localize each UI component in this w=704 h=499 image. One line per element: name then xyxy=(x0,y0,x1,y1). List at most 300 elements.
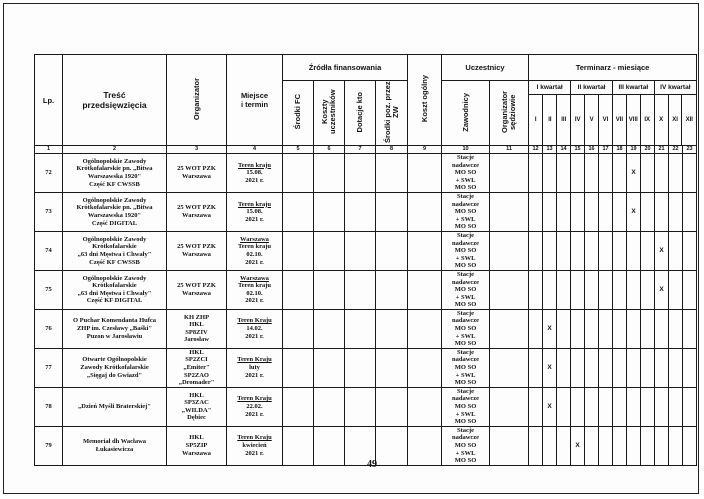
text-line: MO SO xyxy=(454,441,477,449)
text-line: „WILDA" xyxy=(181,406,212,414)
text-line: „63 dni Męstwa i Chwały" xyxy=(77,289,152,297)
column-number: 20 xyxy=(641,146,655,154)
row-koszt-ogolny xyxy=(408,426,442,465)
text-line: 02.10. xyxy=(246,250,263,258)
text-line: Teren kraju xyxy=(237,200,272,208)
row-koszty-uczestnikow xyxy=(314,348,345,387)
text-line: 22.02. xyxy=(246,403,263,410)
month-cell xyxy=(599,348,613,387)
month-cell xyxy=(529,309,543,348)
text-line: MO SO xyxy=(454,169,477,177)
month-cell xyxy=(529,348,543,387)
row-srodki-poz xyxy=(376,270,408,309)
column-number: 22 xyxy=(669,146,683,154)
text-line: „Dromader" xyxy=(178,379,215,387)
text-line: 2021 r. xyxy=(245,332,264,340)
month-iii: III xyxy=(557,94,571,145)
text-line: 2021 r. xyxy=(245,371,264,379)
header-koszt-ogolny: Koszt ogólny xyxy=(408,55,442,146)
column-number: 11 xyxy=(490,146,529,154)
month-cell xyxy=(613,387,627,426)
month-cell xyxy=(585,309,599,348)
row-koszt-ogolny xyxy=(408,309,442,348)
text-line: Warszawa xyxy=(240,274,269,282)
row-dotacje xyxy=(345,309,376,348)
text-line: HKL xyxy=(189,321,204,329)
row-koszty-uczestnikow xyxy=(314,426,345,465)
text-line: 25 WOT PZK xyxy=(177,243,216,251)
row-organizator-sedziowie xyxy=(490,387,529,426)
row-miejsce-termin xyxy=(227,387,283,426)
header-organizator-sedziowie: Organizator sędziowie xyxy=(490,81,529,146)
row-koszt-ogolny xyxy=(408,154,442,193)
month-cell xyxy=(613,231,627,270)
header-terminarz: Terminarz - miesiące xyxy=(529,55,697,81)
month-cell xyxy=(613,154,627,193)
row-miejsce-termin xyxy=(227,270,283,309)
row-koszt-ogolny xyxy=(408,231,442,270)
text-line: nadawcze xyxy=(451,161,480,169)
column-number: 3 xyxy=(167,146,227,154)
month-cell xyxy=(571,387,585,426)
month-cell xyxy=(557,231,571,270)
text-line: Teren Kraju xyxy=(237,434,272,442)
text-line: Teren kraju xyxy=(237,243,272,251)
text-line: 02.10. xyxy=(246,289,263,297)
month-mark: X xyxy=(543,309,557,348)
text-line: + SWL xyxy=(455,215,476,223)
text-line: Krótkofalarskie xyxy=(92,243,137,251)
text-line: Zawody Krótkofalarskie xyxy=(80,364,149,372)
column-number: 21 xyxy=(655,146,669,154)
row-koszt-ogolny xyxy=(408,270,442,309)
month-cell xyxy=(683,348,697,387)
text-line: Warszawa xyxy=(240,235,269,243)
text-line: „Dzień Myśli Braterskiej" xyxy=(78,403,151,410)
text-line: nadawcze xyxy=(451,317,480,325)
month-iv: IV xyxy=(571,94,585,145)
text-line: kwiecień xyxy=(242,441,267,449)
text-line: „Emiter" xyxy=(183,364,210,372)
month-cell xyxy=(669,231,683,270)
row-dotacje xyxy=(345,348,376,387)
text-line: MO SO xyxy=(454,301,477,309)
text-line: 2021 r. xyxy=(245,215,264,223)
text-line: Warszawska 1920" xyxy=(87,172,142,180)
text-line: MO SO xyxy=(454,403,477,410)
row-organizator xyxy=(167,348,227,387)
text-line: Warszawa xyxy=(182,449,211,457)
text-line: Stacje xyxy=(457,348,474,356)
text-line: + SWL xyxy=(455,371,476,379)
text-line: HKL xyxy=(189,391,204,399)
text-line: Warszawa xyxy=(182,289,211,297)
column-number: 7 xyxy=(345,146,376,154)
text-line: MO SO xyxy=(454,325,477,333)
header-months xyxy=(529,81,697,146)
text-line: Ogólnopolskie Zawody xyxy=(82,274,147,282)
row-lp: 73 xyxy=(35,192,63,231)
month-cell xyxy=(613,192,627,231)
row-zawodnicy xyxy=(442,387,490,426)
text-line: Krótkofalarskie xyxy=(92,282,137,290)
row-tresc xyxy=(63,192,167,231)
month-cell xyxy=(571,192,585,231)
row-miejsce-termin xyxy=(227,309,283,348)
month-cell xyxy=(571,309,585,348)
month-cell xyxy=(585,192,599,231)
month-cell xyxy=(571,231,585,270)
table-row xyxy=(35,231,697,270)
month-cell xyxy=(655,348,669,387)
month-cell xyxy=(669,192,683,231)
header-koszty-uczestnikow: Koszty uczestników xyxy=(314,81,345,146)
text-line: Stacje xyxy=(457,154,474,161)
month-cell xyxy=(669,426,683,465)
row-srodki-fc xyxy=(283,387,314,426)
row-srodki-fc xyxy=(283,309,314,348)
month-cell xyxy=(641,387,655,426)
row-organizator xyxy=(167,270,227,309)
header-organizator: Organizator xyxy=(167,55,227,146)
month-cell xyxy=(655,426,669,465)
column-number: 8 xyxy=(376,146,408,154)
month-mark: X xyxy=(655,270,669,309)
row-organizator-sedziowie xyxy=(490,348,529,387)
column-number: 1 xyxy=(35,146,63,154)
row-srodki-fc xyxy=(283,348,314,387)
month-ii: II xyxy=(543,94,557,145)
row-srodki-poz xyxy=(376,192,408,231)
row-zawodnicy xyxy=(442,231,490,270)
month-cell xyxy=(529,231,543,270)
month-cell xyxy=(613,348,627,387)
text-line: 14.02. xyxy=(246,325,263,333)
text-line: Warszawska 1920" xyxy=(87,211,142,219)
header-zawodnicy: Zawodnicy xyxy=(442,81,490,146)
text-line: HKL xyxy=(189,434,204,442)
quarter-3: III kwartał xyxy=(612,81,654,94)
text-line: Puzon w Jarosławiu xyxy=(86,332,143,340)
text-line: Otwarte Ogólnopolskie xyxy=(82,356,147,364)
row-koszty-uczestnikow xyxy=(314,270,345,309)
month-cell xyxy=(683,387,697,426)
text-line: MO SO xyxy=(454,379,477,387)
text-line: MO SO xyxy=(454,340,477,348)
row-koszty-uczestnikow xyxy=(314,309,345,348)
row-zawodnicy xyxy=(442,192,490,231)
column-number: 19 xyxy=(627,146,641,154)
row-koszty-uczestnikow xyxy=(314,154,345,193)
text-line: nadawcze xyxy=(451,434,480,442)
month-i: I xyxy=(529,94,543,145)
month-cell xyxy=(585,426,599,465)
text-line: + SWL xyxy=(455,176,476,184)
header-srodki-poz: Środki poz. przez ZW xyxy=(376,81,408,146)
row-lp: 75 xyxy=(35,270,63,309)
month-cell xyxy=(655,309,669,348)
row-organizator-sedziowie xyxy=(490,426,529,465)
text-line: Ogólnopolskie Zawody xyxy=(82,157,147,165)
month-x: X xyxy=(654,94,668,145)
month-cell xyxy=(641,270,655,309)
column-number: 16 xyxy=(585,146,599,154)
month-cell xyxy=(627,309,641,348)
month-cell xyxy=(599,309,613,348)
text-line: SP8ZIV xyxy=(185,328,208,336)
text-line: Część KF DIGITAL xyxy=(86,297,143,305)
text-line: luty xyxy=(249,364,260,372)
row-lp: 78 xyxy=(35,387,63,426)
month-mark: X xyxy=(543,348,557,387)
month-cell xyxy=(627,387,641,426)
row-koszty-uczestnikow xyxy=(314,192,345,231)
month-mark: X xyxy=(627,154,641,193)
table-row xyxy=(35,270,697,309)
month-cell xyxy=(613,270,627,309)
month-mark: X xyxy=(571,426,585,465)
month-cell xyxy=(683,231,697,270)
row-miejsce-termin xyxy=(227,231,283,270)
month-cell xyxy=(683,309,697,348)
text-line: Część DIGITAL xyxy=(91,219,138,227)
row-lp: 72 xyxy=(35,154,63,193)
text-line: 2021 r. xyxy=(245,258,264,266)
text-line: MO SO xyxy=(454,247,477,255)
row-srodki-fc xyxy=(283,154,314,193)
text-line: Warszawa xyxy=(182,172,211,180)
quarter-2: II kwartał xyxy=(571,81,613,94)
text-line: SP2ZCI xyxy=(185,356,208,364)
month-cell xyxy=(529,270,543,309)
text-line: 25 WOT PZK xyxy=(177,165,216,173)
header-tresc: Treść przedsięwzięcia xyxy=(63,55,167,146)
month-cell xyxy=(613,309,627,348)
month-cell xyxy=(585,231,599,270)
month-cell xyxy=(543,270,557,309)
month-cell xyxy=(599,154,613,193)
row-organizator-sedziowie xyxy=(490,154,529,193)
column-number: 12 xyxy=(529,146,543,154)
text-line: 2021 r. xyxy=(245,449,264,457)
text-line: Stacje xyxy=(457,192,474,200)
month-cell xyxy=(683,426,697,465)
row-miejsce-termin xyxy=(227,426,283,465)
month-cell xyxy=(529,154,543,193)
text-line: Łukasiewicza xyxy=(95,445,134,453)
row-zawodnicy xyxy=(442,309,490,348)
text-line: Teren Kraju xyxy=(237,395,272,403)
column-number: 15 xyxy=(571,146,585,154)
text-line: Teren Kraju xyxy=(237,356,272,364)
month-mark: X xyxy=(543,387,557,426)
row-organizator-sedziowie xyxy=(490,231,529,270)
month-vi: VI xyxy=(599,94,613,145)
row-srodki-poz xyxy=(376,387,408,426)
column-number: 10 xyxy=(442,146,490,154)
row-srodki-fc xyxy=(283,270,314,309)
month-xii: XII xyxy=(685,116,693,123)
text-line: Ogólnopolskie Zawody xyxy=(82,196,147,204)
month-cell xyxy=(683,192,697,231)
text-line: Warszawa xyxy=(182,250,211,258)
text-line: HKL xyxy=(189,348,204,356)
text-line: + SWL xyxy=(455,293,476,301)
month-cell xyxy=(599,231,613,270)
month-cell xyxy=(641,426,655,465)
month-mark: X xyxy=(655,231,669,270)
month-cell xyxy=(655,192,669,231)
month-cell xyxy=(641,348,655,387)
row-dotacje xyxy=(345,192,376,231)
header-miejsce: Miejsce i termin xyxy=(227,55,283,146)
month-cell xyxy=(655,387,669,426)
text-line: „63 dni Męstwa i Chwały" xyxy=(77,250,152,258)
month-cell xyxy=(585,270,599,309)
row-miejsce-termin xyxy=(227,154,283,193)
row-koszt-ogolny xyxy=(408,387,442,426)
month-cell xyxy=(599,387,613,426)
text-line: Stacje xyxy=(457,387,474,395)
month-cell xyxy=(627,270,641,309)
month-cell xyxy=(557,270,571,309)
text-line: 25 WOT PZK xyxy=(177,282,216,290)
row-miejsce-termin xyxy=(227,348,283,387)
text-line: MO SO xyxy=(454,457,477,465)
text-line: Ogólnopolskie Zawody xyxy=(82,235,147,243)
row-lp: 77 xyxy=(35,348,63,387)
header-dotacje-kto: Dotacje kto xyxy=(345,81,376,146)
quarter-1: I kwartał xyxy=(529,81,571,94)
month-cell xyxy=(571,154,585,193)
text-line: nadawcze xyxy=(451,239,480,247)
row-tresc xyxy=(63,270,167,309)
month-cell xyxy=(543,426,557,465)
month-cell xyxy=(683,270,697,309)
month-cell xyxy=(627,231,641,270)
text-line: nadawcze xyxy=(451,395,480,403)
row-tresc xyxy=(63,426,167,465)
month-cell xyxy=(641,231,655,270)
text-line: Stacje xyxy=(457,270,474,278)
text-line: „Sięgaj do Gwiazd" xyxy=(86,371,143,379)
text-line: KH ZHP xyxy=(183,313,210,321)
column-numbers-row xyxy=(35,146,697,154)
text-line: Teren Kraju xyxy=(237,317,272,325)
text-line: Teren kraju xyxy=(237,161,272,169)
month-cell xyxy=(641,192,655,231)
text-line: ZHP im. Czesławy „Baśki" xyxy=(76,325,153,333)
row-organizator xyxy=(167,154,227,193)
row-organizator-sedziowie xyxy=(490,270,529,309)
month-cell xyxy=(543,231,557,270)
text-line: 15.08. xyxy=(246,169,263,177)
month-cell xyxy=(557,309,571,348)
text-line: MO SO xyxy=(454,286,477,294)
table-row xyxy=(35,348,697,387)
month-cell xyxy=(585,348,599,387)
row-zawodnicy xyxy=(442,348,490,387)
text-line: Teren kraju xyxy=(237,282,272,290)
row-tresc xyxy=(63,154,167,193)
text-line: Część KF CWSSB xyxy=(89,258,140,266)
text-line: Memoriał dh Wacława xyxy=(82,438,147,446)
month-cell xyxy=(613,426,627,465)
header-uczestnicy: Uczestnicy xyxy=(442,55,529,81)
column-number: 4 xyxy=(227,146,283,154)
text-line: Krótkofalarskie pn. „Bitwa xyxy=(76,204,153,212)
row-zawodnicy xyxy=(442,154,490,193)
page-number: 49 xyxy=(367,459,377,470)
month-mark: X xyxy=(627,192,641,231)
text-line: + SWL xyxy=(455,332,476,340)
row-organizator xyxy=(167,309,227,348)
text-line: Warszawa xyxy=(182,211,211,219)
row-organizator xyxy=(167,231,227,270)
text-line: O Puchar Komendanta Hufca xyxy=(72,317,157,325)
text-line: nadawcze xyxy=(451,278,480,286)
month-cell xyxy=(543,154,557,193)
month-cell xyxy=(557,348,571,387)
text-line: MO SO xyxy=(454,223,477,231)
month-cell xyxy=(529,426,543,465)
row-organizator xyxy=(167,426,227,465)
month-viii: VIII xyxy=(626,94,640,145)
text-line: + SWL xyxy=(455,449,476,457)
row-lp: 79 xyxy=(35,426,63,465)
month-cell xyxy=(529,387,543,426)
row-miejsce-termin xyxy=(227,192,283,231)
row-lp: 76 xyxy=(35,309,63,348)
row-zawodnicy xyxy=(442,426,490,465)
month-v: V xyxy=(585,94,599,145)
month-vii: VII xyxy=(612,94,626,145)
month-cell xyxy=(571,348,585,387)
table-row xyxy=(35,387,697,426)
table-row xyxy=(35,154,697,193)
table-row xyxy=(35,309,697,348)
row-srodki-poz xyxy=(376,231,408,270)
text-line: Jarosław xyxy=(184,336,209,344)
text-line: Stacje xyxy=(457,309,474,317)
row-organizator xyxy=(167,192,227,231)
month-cell xyxy=(669,154,683,193)
text-line: + SWL xyxy=(455,254,476,262)
header-srodki-fc: Środki FC xyxy=(283,81,314,146)
row-dotacje xyxy=(345,387,376,426)
month-cell xyxy=(627,426,641,465)
month-cell xyxy=(669,348,683,387)
row-organizator xyxy=(167,387,227,426)
month-cell xyxy=(599,426,613,465)
row-tresc xyxy=(63,309,167,348)
row-srodki-fc xyxy=(283,231,314,270)
column-number: 14 xyxy=(557,146,571,154)
month-cell xyxy=(585,154,599,193)
row-srodki-fc xyxy=(283,426,314,465)
text-line: 25 WOT PZK xyxy=(177,204,216,212)
row-koszt-ogolny xyxy=(408,192,442,231)
month-cell xyxy=(557,387,571,426)
month-cell xyxy=(585,387,599,426)
column-number: 5 xyxy=(283,146,314,154)
header-zrodla-finansowania: Źródła finansowania xyxy=(283,55,408,81)
column-number: 18 xyxy=(613,146,627,154)
row-organizator-sedziowie xyxy=(490,309,529,348)
column-number: 2 xyxy=(63,146,167,154)
month-cell xyxy=(599,270,613,309)
row-srodki-fc xyxy=(283,192,314,231)
